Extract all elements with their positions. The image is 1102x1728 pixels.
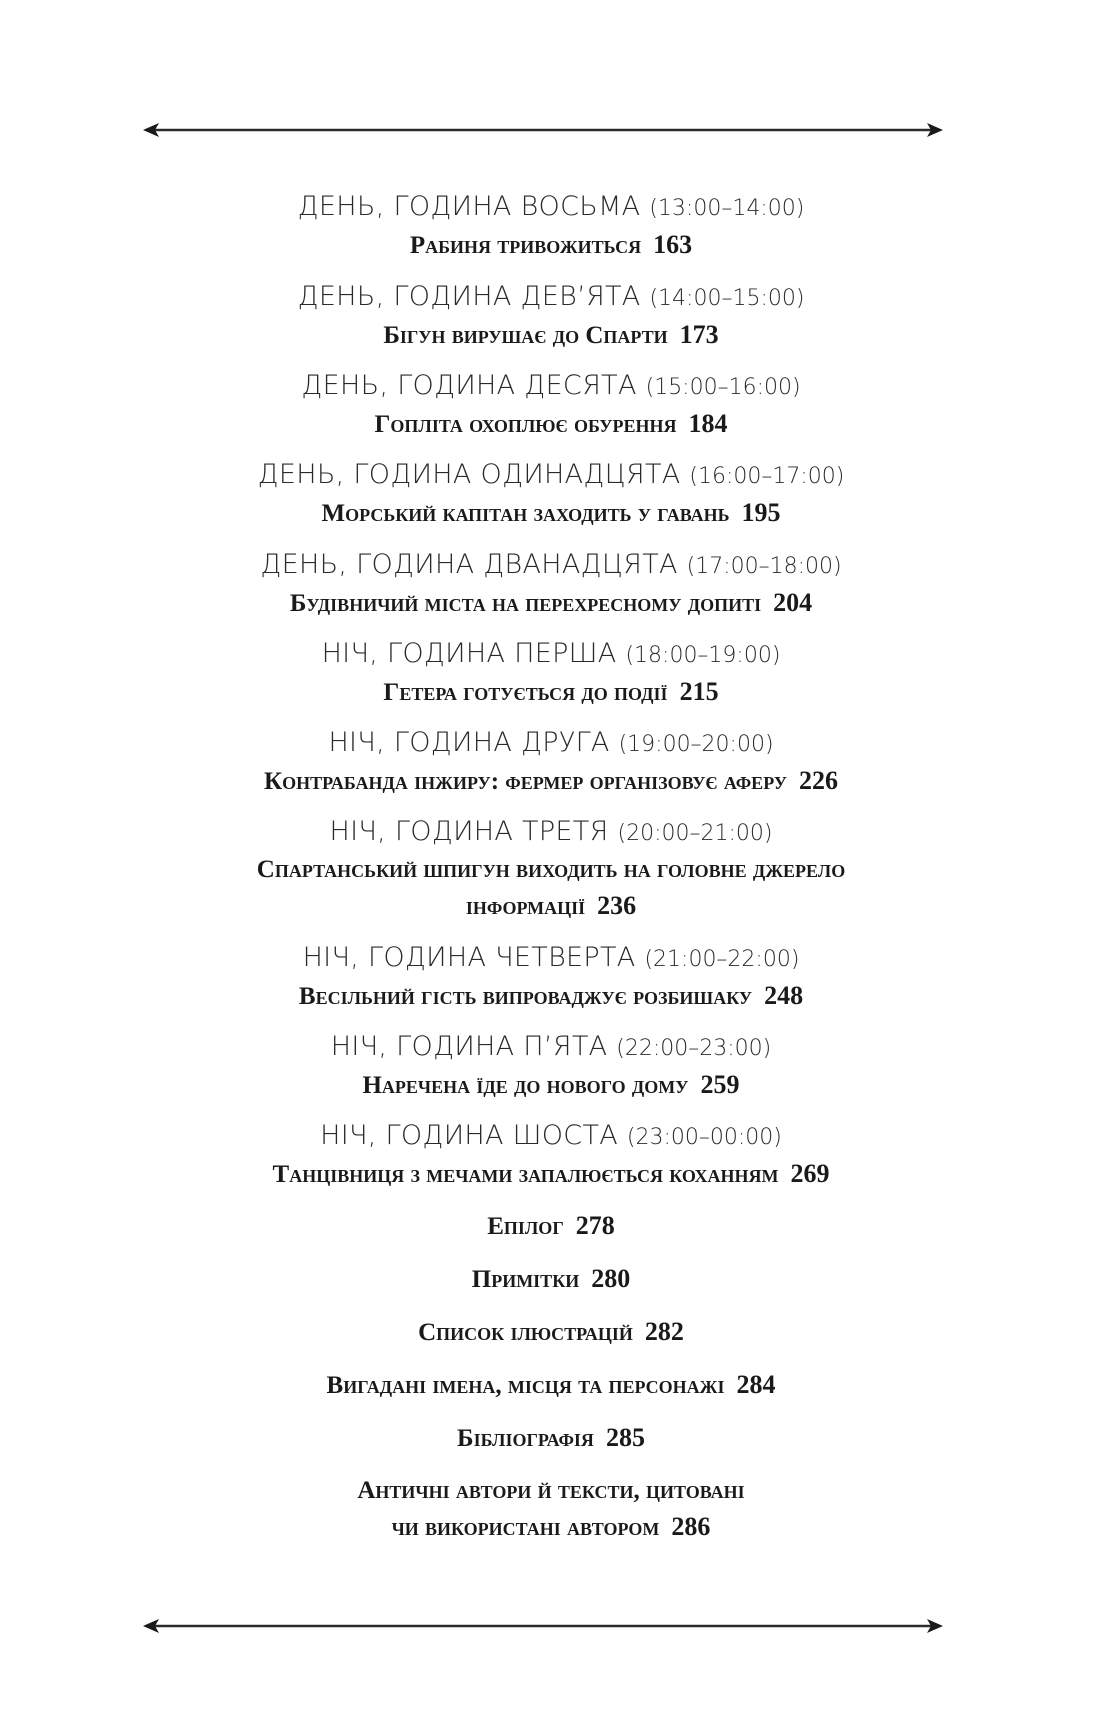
- toc-entry-chapter[interactable]: [0, 940, 1102, 1015]
- double-arrow-rule-icon: [143, 1618, 943, 1634]
- toc-entry-chapter[interactable]: [0, 814, 1102, 925]
- page-number: 285: [605, 1423, 645, 1452]
- entry-title: Бібліографія: [457, 1425, 594, 1452]
- toc-entry-fictional-names[interactable]: [0, 1367, 1102, 1404]
- page-number: 269: [790, 1159, 830, 1188]
- chapter-title: Наречена їде до нового дому 259: [362, 1070, 740, 1099]
- chapter-title: Танцівниця з мечами запалюється коханням 269: [272, 1159, 830, 1188]
- toc-entry-chapter[interactable]: [0, 547, 1102, 622]
- toc-entry-bibliography[interactable]: [0, 1420, 1102, 1457]
- hour-heading: НІЧ, ГОДИНА ПЕРША (18:00–19:00): [321, 638, 781, 669]
- toc-entry-chapter[interactable]: [0, 279, 1102, 354]
- toc-entry-chapter[interactable]: [0, 1118, 1102, 1193]
- hour-heading: НІЧ, ГОДИНА ТРЕТЯ (20:00–21:00): [329, 816, 773, 847]
- chapter-title: Бігун вирушає до Спарти 173: [383, 320, 719, 349]
- page-number: 286: [671, 1512, 711, 1541]
- chapter-title: Морський капітан заходить у гавань 195: [321, 498, 781, 527]
- toc-entry-chapter[interactable]: [0, 189, 1102, 264]
- chapter-title: Гетера готується до події 215: [383, 677, 719, 706]
- toc-entry-chapter[interactable]: [0, 457, 1102, 532]
- page-number: 226: [798, 766, 838, 795]
- toc-entry-chapter[interactable]: [0, 1029, 1102, 1104]
- chapter-title: Гопліта охоплює обурення 184: [374, 409, 728, 438]
- hour-heading: НІЧ, ГОДИНА ДРУГА (19:00–20:00): [328, 727, 774, 758]
- page-number: 282: [644, 1317, 684, 1346]
- page-number: 284: [736, 1370, 776, 1399]
- chapter-title-continued: інформації 236: [465, 891, 637, 920]
- hour-heading: ДЕНЬ, ГОДИНА ОДИНАДЦЯТА (16:00–17:00): [257, 459, 845, 490]
- page-number: 248: [764, 981, 804, 1010]
- hour-heading: НІЧ, ГОДИНА ШОСТА (23:00–00:00): [320, 1120, 782, 1151]
- toc-entry-chapter[interactable]: [0, 725, 1102, 800]
- entry-title: Вигадані імена, місця та персонажі: [326, 1372, 725, 1399]
- chapter-title: Контрабанда інжиру: фермер організовує аферу 226: [264, 766, 838, 795]
- entry-title: Список ілюстрацій: [418, 1319, 633, 1346]
- entry-title: Примітки: [471, 1266, 580, 1293]
- page-number: 204: [773, 588, 813, 617]
- double-arrow-rule-icon: [143, 122, 943, 138]
- entry-title: Епілог: [487, 1213, 564, 1240]
- page-number: 278: [575, 1211, 615, 1240]
- top-ornamental-rule: [143, 122, 943, 138]
- chapter-title: Весільний гість випроваджує розбишаку 248: [298, 981, 804, 1010]
- page-number: 173: [679, 320, 719, 349]
- hour-heading: НІЧ, ГОДИНА П’ЯТА (22:00–23:00): [330, 1031, 772, 1062]
- page-number: 259: [700, 1070, 740, 1099]
- page-number: 215: [679, 677, 719, 706]
- hour-heading: ДЕНЬ, ГОДИНА ДЕСЯТА (15:00–16:00): [301, 370, 801, 401]
- toc-entry-chapter[interactable]: [0, 368, 1102, 443]
- toc-entry-epilogue[interactable]: [0, 1208, 1102, 1245]
- toc-entry-ancient-authors[interactable]: [0, 1473, 1102, 1546]
- hour-heading: НІЧ, ГОДИНА ЧЕТВЕРТА (21:00–22:00): [302, 942, 800, 973]
- page-number: 236: [597, 891, 637, 920]
- page-number: 163: [653, 230, 693, 259]
- chapter-title: Будівничий міста на перехресному допиті 204: [289, 588, 813, 617]
- entry-title-continued: чи використані автором: [391, 1514, 660, 1541]
- hour-heading: ДЕНЬ, ГОДИНА ДЕВ’ЯТА (14:00–15:00): [297, 281, 805, 312]
- hour-heading: ДЕНЬ, ГОДИНА ДВАНАДЦЯТА (17:00–18:00): [260, 549, 842, 580]
- entry-title: Античні автори й тексти, цитовані: [357, 1477, 745, 1504]
- page-number: 280: [591, 1264, 631, 1293]
- toc-entry-notes[interactable]: [0, 1261, 1102, 1298]
- toc-entry-illustrations[interactable]: [0, 1314, 1102, 1351]
- page-number: 184: [688, 409, 728, 438]
- hour-heading: ДЕНЬ, ГОДИНА ВОСЬМА (13:00–14:00): [297, 191, 805, 222]
- chapter-title: Рабиня тривожиться 163: [409, 230, 693, 259]
- chapter-title: Спартанський шпигун виходить на головне джерело: [256, 856, 846, 883]
- page-number: 195: [741, 498, 781, 527]
- toc-entry-chapter[interactable]: [0, 636, 1102, 711]
- bottom-ornamental-rule: [143, 1618, 943, 1634]
